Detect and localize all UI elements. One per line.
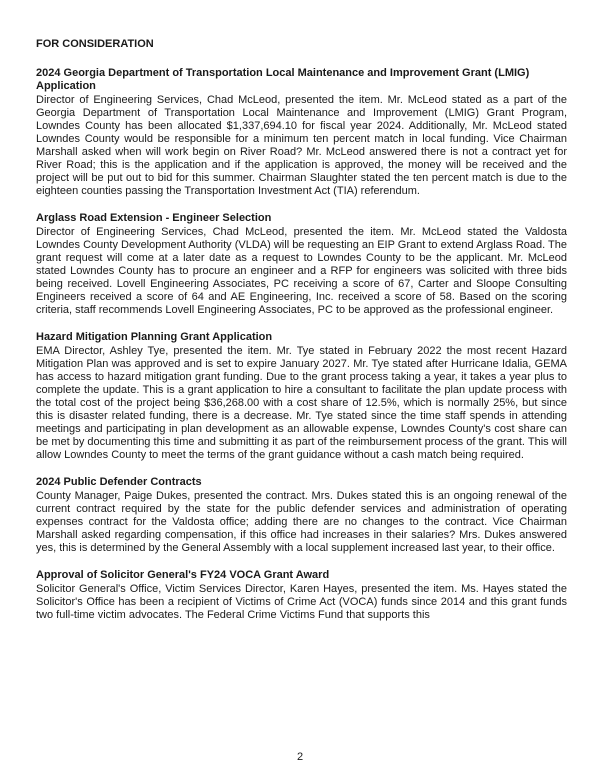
section-arglass-road: [36, 212, 567, 317]
section-body: Solicitor General's Office, Victim Services Director, Karen Hayes, presented the item. Ms. Hayes stated the Solicitor's Office has been a recipient of Victims of Crime Act (VOCA) funds since 2014 and this grant funds two full-time victim advocates. The Federal Crime Victims Fund that supports this: [36, 583, 567, 621]
document-header: FOR CONSIDERATION: [36, 38, 154, 50]
section-body: County Manager, Paige Dukes, presented the contract. Mrs. Dukes stated this is an ongoing renewal of the current contract required by the state for the public defender services and administration of operating expenses contract for the Valdosta office; adding there are no changes to the contract. Vice Chairman Marshall asked regarding compensation, if this office had increases in their salaries? Mrs. Dukes answered yes, this is determined by the General Assembly with a local supplement increased last year, to their office.: [36, 490, 567, 554]
section-body: Director of Engineering Services, Chad McLeod, presented the item. Mr. McLeod stated the Valdosta Lowndes County Development Authority (VLDA) will be requesting an EIP Grant to extend Arglass Road. The grant request will come at a later date as a request to Lowndes County to be the applicant. Mr. McLeod stated Lowndes County has to procure an engineer and a RFP for engineers was solicited with three bids being received. Lovell Engineering Associates, PC receiving a score of 67, Carter and Sloope Consulting Engineers received a score of 64 and AE Engineering, Inc. received a score of 58. Based on the scoring criteria, staff recommends Lovell Engineering Associates, PC to be approved as the professional engineer.: [36, 226, 567, 316]
section-title: Approval of Solicitor General's FY24 VOCA Grant Award: [36, 569, 330, 581]
section-hazard-mitigation: [36, 331, 567, 462]
section-body: Director of Engineering Services, Chad McLeod, presented the item. Mr. McLeod stated as a part of the Georgia Department of Transportation Local Maintenance and Improvement (LMIG) Grant Program, Lowndes County has been allocated $1,337,694.10 for fiscal year 2024. Additionally, Mr. McLeod stated Lowndes County would be responsible for a minimum ten percent match in local funding. Vice Chairman Marshall asked when will work begin on River Road? Mr. McLeod answered there is not a contract yet for River Road; this is the application and if the application is approved, the money will be received and the project will be put out to bid for this summer. Chairman Slaughter stated the ten percent match is due to the eighteen counties passing the Transportation Investment Act (TIA) referendum.: [36, 94, 567, 197]
section-title: 2024 Georgia Department of Transportation Local Maintenance and Improvement Grant (LMIG) Application: [36, 67, 530, 92]
section-voca-grant: [36, 569, 567, 622]
section-body: EMA Director, Ashley Tye, presented the item. Mr. Tye stated in February 2022 the most recent Hazard Mitigation Plan was approved and is set to expire January 2027. Mr. Tye stated after Hurricane Idalia, GEMA has access to hazard mitigation grant funding. Due to the grant process taking a year, it takes a year plus to complete the update. This is a grant application to hire a consultant to facilitate the plan update process with the total cost of the project being $36,268.00 with a cost share of 12.5%, which is normally 25%, but since this is disaster related funding, there is a decrease. Mr. Tye stated since the time staff spends in attending meetings and participating in plan development as an allowable expense, Lowndes County's cost share can be met by documenting this time and submitting it as part of the reimbursement process of the grant. This will allow Lowndes County to meet the terms of the grant guidance without a cash match being required.: [36, 345, 567, 461]
page-number: 2: [296, 751, 304, 763]
section-title: 2024 Public Defender Contracts: [36, 476, 202, 488]
section-lmig-application: [36, 67, 567, 198]
section-public-defender: [36, 476, 567, 555]
section-title: Arglass Road Extension - Engineer Selection: [36, 212, 272, 224]
section-title: Hazard Mitigation Planning Grant Application: [36, 331, 273, 343]
